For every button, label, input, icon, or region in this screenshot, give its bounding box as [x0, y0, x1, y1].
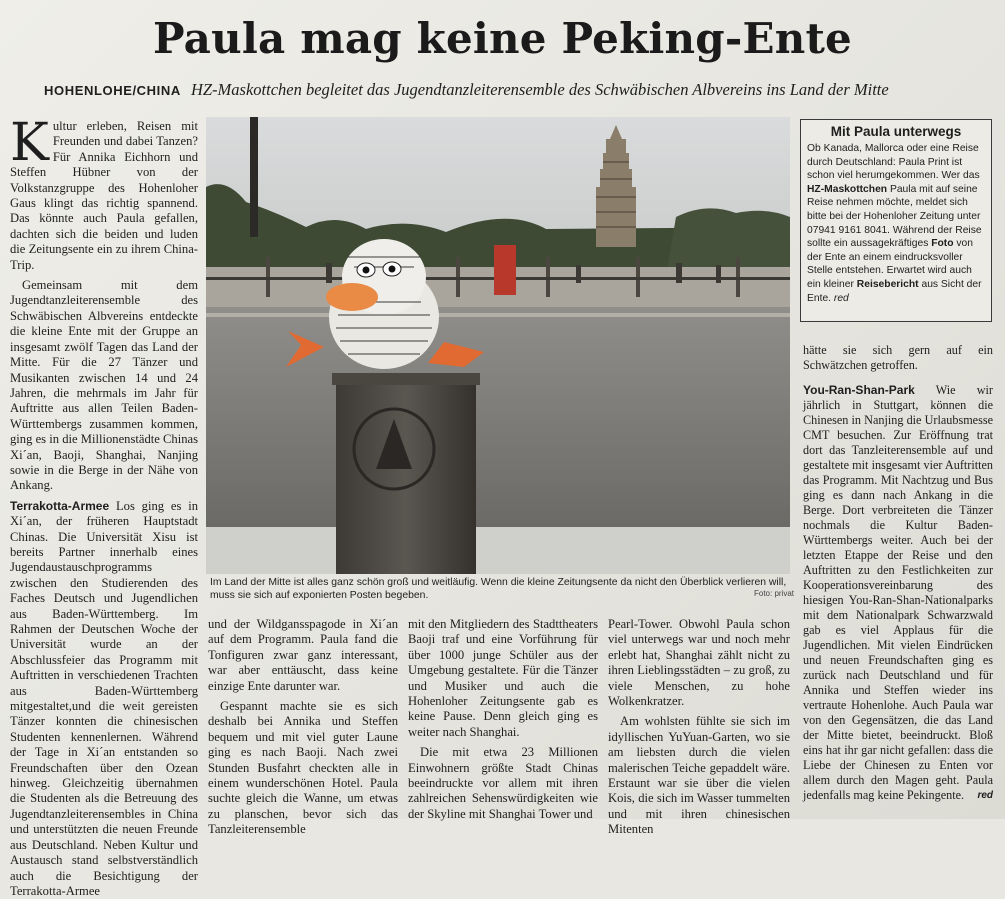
paragraph: und der Wildgansspagode in Xi´an auf dem Programm. Paula fand die Tonfiguren zwar ganz interessant, war aber enttäuscht, dass keine einzige Ente darunter war. — [208, 617, 398, 693]
headline: Paula mag keine Peking-Ente — [153, 14, 852, 63]
region-tag: HOHENLOHE/CHINA — [44, 83, 181, 98]
article-photo — [206, 117, 790, 574]
info-box — [800, 119, 992, 322]
paragraph: Die mit etwa 23 Millionen Einwohnern größte Stadt Chinas beeindruckte vor allem mit ihren zahlreichen Sehenswürdigkeiten wie der Skyline mit Shanghai Tower und — [408, 745, 598, 821]
section-lead: Terrakotta-Armee — [10, 498, 110, 513]
paragraph: Gespannt machte sie es sich deshalb bei Annika und Steffen bequem und mit viel guter Laune ging es nach Baoji. Nach zwei Stunden Busfahrt checkten alle in einem wunderschönen Hotel. Paula suchte gleich die Wanne, um etwas zu planschen, bevor sich das Tanzleiterensemble — [208, 699, 398, 837]
bold-run: Foto — [931, 238, 954, 250]
text-run: aus Sicht der Ente. — [807, 278, 982, 304]
bold-run: Reisebericht — [856, 278, 919, 290]
bold-run: HZ-Maskottchen — [807, 183, 888, 195]
info-box-text — [801, 142, 991, 305]
photo-credit: Foto: privat — [754, 589, 795, 598]
paragraph: Gemeinsam mit dem Jugendtanzleiterensemble des Schwäbischen Albvereins entdeckte die kleine Ente mit der Gruppe an insgesamt zwölf Tagen das Land der Mitte. Für die 27 Tänzer und Musikanten zwischen 14 und 24 Jahren, die mehrmals im Jahr für Auftritte aus allen Teilen Baden-Württembergs zusammen kommen, ging es in die Millionenstädte Chinas Xi´an, Baoji, Shanghai, Nanjing sowie in die Berge in der Nähe von Ankang. — [10, 278, 198, 493]
text-run: Ob Kanada, Mallorca oder eine Reise durch Deutschland: Paula Print ist schon viel herumgekommen. Wer das — [807, 143, 980, 182]
text-run: Paula mit auf seine Reise nehmen möchte, meldet sich bitte bei der Hohenloher Zeitung unter 07941 9161 8041. Während der Reise sollte ein aussagekräftiges — [807, 183, 982, 250]
article-column-5 — [803, 343, 993, 803]
info-box-title: Mit Paula unterwegs — [830, 124, 962, 139]
paragraph: mit den Mitgliedern des Stadttheaters Baoji traf und eine Vorführung für über 1000 junge Schüler aus der Umgebung gestaltete. Für die Tänzer und Musiker und auch die Hohenloher Zeitungsente gab es keine Pause. Denn gleich ging es weiter nach Shanghai. — [408, 617, 598, 739]
paragraph: ultur erleben, Reisen mit Freunden und dabei Tanzen? Für Annika Eichhorn und Steffen Hübner von der Volkstanzgruppe des Hohenloher Gaus klingt das richtig spannend. Das könnte auch Paula gefallen, dachten sich die beiden und luden die Zeitungsente ein zu ihrem China-Trip. — [10, 119, 198, 272]
text-run: von der Ente an einem eindrucksvoller Stelle entstehen. Erwartet wird auch ein kleiner — [807, 238, 973, 290]
article-column-3 — [408, 617, 598, 822]
photo-illustration — [206, 117, 790, 574]
article-column-4 — [608, 617, 790, 838]
paragraph: hätte sie sich gern auf ein Schwätzchen getroffen. — [803, 343, 993, 372]
article-column-2 — [208, 617, 398, 838]
paragraph: Pearl-Tower. Obwohl Paula schon viel unterwegs war und noch mehr erlebt hat, Shanghai zählt nicht zu ihren Lieblingsstädten – zu groß, zu viele Menschen, zu hohe Wolkenkratzer. — [608, 617, 790, 709]
paragraph: Wie wir jährlich in Stuttgart, können die Chinesen in Nanjing die Urlaubsmesse CMT besuchen. Zur Eröffnung trat dort das Tanzleiterensemble auf und gestaltete mit insgesamt vier Auftritten das Programm. Mit Nachtzug und Bus ging es dann nach Ankang in die Berge. Dort verbreiteten die Tänzer nochmals die Kultur Baden-Württembergs weiter. Auch bei der letzten Etappe der Reise und den Auftritten zu den Festlichkeiten zur Kooperationsvereinbarung des hiesigen You-Ran-Shan-Nationalparks mit dem Nationalpark Schwarzwald gab es viel Applaus für die Jugendlichen. Mit vielen Eindrücken und neuen Freundschaften ging es zurück nach Deutschland und für Annika und Steffen wieder ins vertraute Hohenlohe. Auch Paula war von den Gegensätzen, die das Land der Mitte bietet, beeindruckt. Bloß eins hat ihr gar nicht gefallen: dass die Liebe der Chinesen zu Enten vor allem durch den Magen geht. Paula jedenfalls mag keine Pekingente. — [803, 383, 993, 802]
photo-caption: Im Land der Mitte ist alles ganz schön groß und weitläufig. Wenn die kleine Zeitungsente da nicht den Überblick verlieren will, muss sie sich auf exponierten Posten begeben. — [210, 577, 787, 601]
subhead-teaser: HZ-Maskottchen begleitet das Jugendtanzleiterensemble des Schwäbischen Albvereins ins Land der Mitte — [190, 80, 889, 99]
signature: red — [977, 790, 993, 801]
paragraph: Los ging es in Xi´an, der früheren Hauptstadt Chinas. Die Universität Xisu ist bereits Partner innerhalb eines Jugendaustauschprogramms zwischen den Studierenden des Faches Deutsch und Jugendlichen aus Baden-Württemberg. Im Rahmen der Deutschen Woche der Universität wurde an der Abschlussfeier das Programm mit Auftritten in verschiedenen Trachten aus Baden-Württemberg mitgestaltet,und die weit gereisten Tänzer konnten die chinesischen Studenten kennenlernen. Während der Tage in Xi´an entstanden so Freundschaften über den Ozean hinweg. Gleichzeitig übernahmen die Studenten als die Betreuung des Jugendtanzleiterensembles in China und unterstützten die neuen Freunde aus Deutschland. Neben Kultur und Austausch stand selbstverständlich auch die Besichtigung der Terrakotta-Armee — [10, 498, 198, 898]
section-lead: You-Ran-Shan-Park — [803, 383, 915, 397]
drop-cap: K — [10, 113, 49, 173]
signature: red — [833, 292, 849, 304]
paragraph: Am wohlsten fühlte sie sich im idyllischen YuYuan-Garten, wo sie am liebsten durch die vielen malerischen Teiche gepaddelt wäre. Erstaunt war sie über die vielen Kois, die sich im Wasser tummelten und mit ihren chinesischen Mitenten — [608, 714, 790, 837]
subhead — [44, 80, 889, 100]
article-column-1 — [10, 113, 198, 899]
